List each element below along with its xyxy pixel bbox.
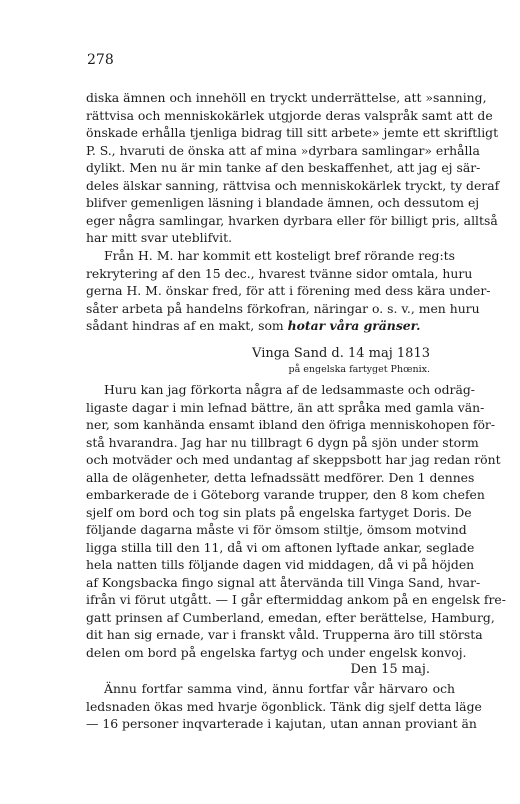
- text-line: deles älskar sanning, rättvisa och menniskokärlek tryckt, ty deraf: [86, 177, 500, 193]
- text-line: stå hvarandra. Jag har nu tillbragt 6 dygn på sjön under storm: [86, 434, 479, 450]
- text-line: ligaste dagar i min lefnad bättre, än att språka med gamla vän-: [86, 399, 485, 415]
- text-line: blifver gemenligen läsning i blandade ämnen, och dessutom ej: [86, 195, 480, 210]
- letter-place-date: Vinga Sand d. 14 maj 1813: [252, 346, 430, 361]
- text-line: P. S., hvaruti de önska att af mina »dyrbara samlingar» erhålla: [86, 142, 480, 158]
- text-line: alla de olägenheter, detta lefnadssätt medförer. Den 1 dennes: [86, 469, 475, 485]
- text-line: rekrytering af den 15 dec., hvarest tvänne sidor omtala, huru: [86, 265, 473, 281]
- text-line: af Kongsbacka fingo signal att återvända till Vinga Sand, hvar-: [86, 574, 481, 590]
- text-line: eger några samlingar, hvarken dyrbara eller för billigt pris, alltså: [86, 212, 498, 228]
- text-line: dit han sig ernade, var i franskt våld. Trupperna äro till största: [86, 627, 483, 642]
- text-line: ligga stilla till den 11, då vi om aftonen lyftade ankar, seglade: [86, 539, 475, 555]
- text-line: diska ämnen och innehöll en tryckt underrättelse, att »sanning,: [86, 90, 487, 105]
- text-line: gerna H. M. önskar fred, för att i förening med dess kära under-: [86, 283, 491, 298]
- emphasized-text: hotar våra gränser.: [287, 318, 421, 333]
- text-line: dylikt. Men nu är min tanke af den beskaffenhet, att jag ej sär-: [86, 160, 481, 175]
- text-line: ner, som kanhända ensamt ibland den öfriga menniskohopen för-: [86, 417, 496, 432]
- text-line: — 16 personer inqvarterade i kajutan, utan annan proviant än: [86, 716, 477, 731]
- text-line: Från H. M. har kommit ett kosteligt bref rörande reg:ts: [104, 248, 455, 263]
- paragraph-4: [86, 680, 482, 733]
- date-heading: Den 15 maj.: [350, 662, 430, 677]
- text-line: rättvisa och menniskokärlek utgjorde deras valspråk samt att de: [86, 107, 493, 123]
- text-line: sjelf om bord och tog sin plats på engelska fartyget Doris. De: [86, 504, 472, 520]
- paragraph-3: [86, 381, 506, 661]
- text-line: [86, 317, 455, 335]
- text-line: ledsnaden ökas med hvarje ögonblick. Tänk dig sjelf detta läge: [86, 698, 482, 714]
- text-segment: sådant hindras af en makt, som: [86, 318, 284, 333]
- letter-ship-note: på engelska fartyget Phœnix.: [288, 364, 430, 375]
- text-line: och motväder och med undantag af skeppsbott har jag redan rönt: [86, 452, 501, 467]
- paragraph-2: [86, 247, 491, 335]
- text-line: Huru kan jag förkorta några af de ledsammaste och odräg-: [104, 382, 475, 397]
- text-line: har mitt svar uteblifvit.: [86, 230, 233, 245]
- text-line: delen om bord på engelska fartyg och under engelsk konvoj.: [86, 644, 467, 660]
- paragraph-1: [86, 89, 500, 247]
- text-line: gatt prinsen af Cumberland, emedan, efter berättelse, Hamburg,: [86, 609, 495, 625]
- text-line: embarkerade de i Göteborg varande trupper, den 8 kom chefen: [86, 487, 485, 502]
- text-line: ifrån vi förut utgått. — I går eftermiddag ankom på en engelsk fre-: [86, 592, 506, 607]
- text-line: såter arbeta på handelns förkofran, näringar o. s. v., men huru: [86, 300, 480, 316]
- text-line: följande dagarna måste vi för ömsom stiltje, ömsom motvind: [86, 522, 467, 537]
- text-line: hela natten tills följande dagen vid middagen, då vi på höjden: [86, 557, 475, 572]
- text-line: önskade erhålla tjenliga bidrag till sitt arbete» jemte ett skriftligt: [86, 125, 499, 140]
- page-number: 278: [87, 52, 114, 68]
- text-line: Ännu fortfar samma vind, ännu fortfar vår härvaro och: [104, 681, 455, 696]
